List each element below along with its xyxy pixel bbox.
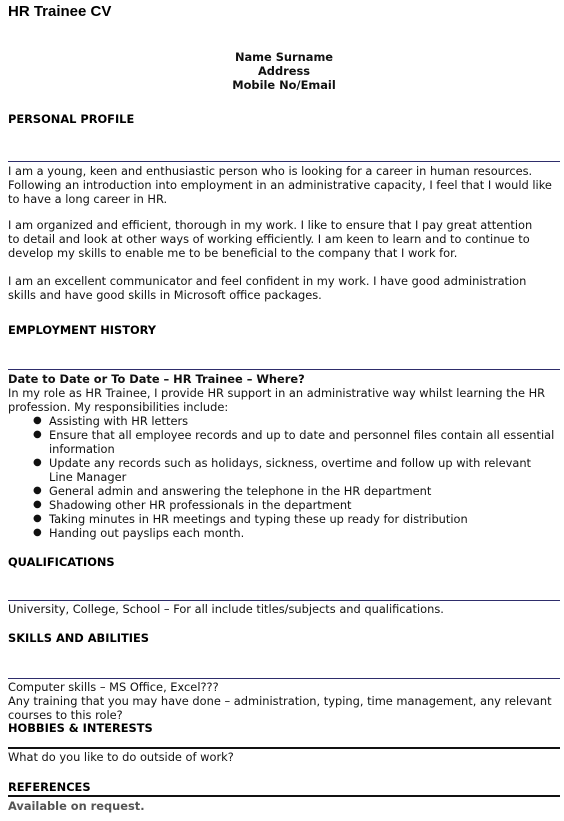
bullet-icon: ● <box>33 429 42 440</box>
page-title: HR Trainee CV <box>8 3 112 20</box>
responsibility-item: Shadowing other HR professionals in the department <box>49 498 352 512</box>
profile-paragraph-1-line-3: to have a long career in HR. <box>8 192 168 206</box>
bullet-icon: ● <box>33 527 42 538</box>
section-divider <box>8 747 560 749</box>
profile-paragraph-1-line-1: I am a young, keen and enthusiastic person who is looking for a career in human resources. <box>8 164 533 178</box>
bullet-icon: ● <box>33 513 42 524</box>
references-text: Available on request. <box>8 799 145 813</box>
responsibility-item: Update any records such as holidays, sickness, overtime and follow up with relevant <box>49 456 532 470</box>
profile-paragraph-3-line-2: skills and have good skills in Microsoft office packages. <box>8 288 322 302</box>
skills-line-2: Any training that you may have done – administration, typing, time management, any relevant <box>8 694 552 708</box>
profile-paragraph-2-line-2: to detail and look at other ways of working efficiently. I am keen to learn and to continue to <box>8 232 530 246</box>
skills-line-1: Computer skills – MS Office, Excel??? <box>8 680 219 694</box>
contact-name: Name Surname <box>234 50 334 64</box>
hobbies-text: What do you like to do outside of work? <box>8 750 234 764</box>
job-intro-line-1: In my role as HR Trainee, I provide HR support in an administrative way whilst learning the HR <box>8 386 546 400</box>
contact-address: Address <box>257 64 311 78</box>
bullet-icon: ● <box>33 457 42 468</box>
bullet-icon: ● <box>33 499 42 510</box>
profile-paragraph-2-line-3: develop my skills to enable me to be beneficial to the company that I work for. <box>8 246 458 260</box>
section-divider <box>8 369 560 370</box>
bullet-icon: ● <box>33 485 42 496</box>
responsibility-item: Handing out payslips each month. <box>49 526 245 540</box>
section-heading-qualifications: QUALIFICATIONS <box>8 555 115 569</box>
responsibility-item: General admin and answering the telephone in the HR department <box>49 484 432 498</box>
section-divider <box>8 678 560 679</box>
section-divider <box>8 600 560 601</box>
section-heading-references: REFERENCES <box>8 780 91 794</box>
section-heading-employment-history: EMPLOYMENT HISTORY <box>8 323 157 337</box>
profile-paragraph-3-line-1: I am an excellent communicator and feel confident in my work. I have good administration <box>8 274 527 288</box>
section-heading-personal-profile: PERSONAL PROFILE <box>8 112 135 126</box>
responsibility-item-continuation: Line Manager <box>49 470 127 484</box>
skills-line-3: courses to this role? <box>8 708 123 722</box>
section-heading-hobbies: HOBBIES & INTERESTS <box>8 721 153 735</box>
section-divider <box>8 795 560 797</box>
profile-paragraph-2-line-1: I am organized and efficient, thorough in my work. I like to ensure that I pay great attention <box>8 218 533 232</box>
responsibility-item-continuation: information <box>49 442 115 456</box>
contact-mobile-email: Mobile No/Email <box>232 78 336 92</box>
section-divider <box>8 161 560 162</box>
section-heading-skills: SKILLS AND ABILITIES <box>8 631 149 645</box>
qualifications-text: University, College, School – For all include titles/subjects and qualifications. <box>8 602 444 616</box>
responsibility-item: Ensure that all employee records and up to date and personnel files contain all essential <box>49 428 555 442</box>
bullet-icon: ● <box>33 415 42 426</box>
responsibility-item: Assisting with HR letters <box>49 414 189 428</box>
responsibility-item: Taking minutes in HR meetings and typing these up ready for distribution <box>49 512 468 526</box>
job-intro-line-2: profession. My responsibilities include: <box>8 400 229 414</box>
job-title: Date to Date or To Date – HR Trainee – Where? <box>8 372 305 386</box>
profile-paragraph-1-line-2: Following an introduction into employment in an administrative capacity, I feel that I would like <box>8 178 552 192</box>
